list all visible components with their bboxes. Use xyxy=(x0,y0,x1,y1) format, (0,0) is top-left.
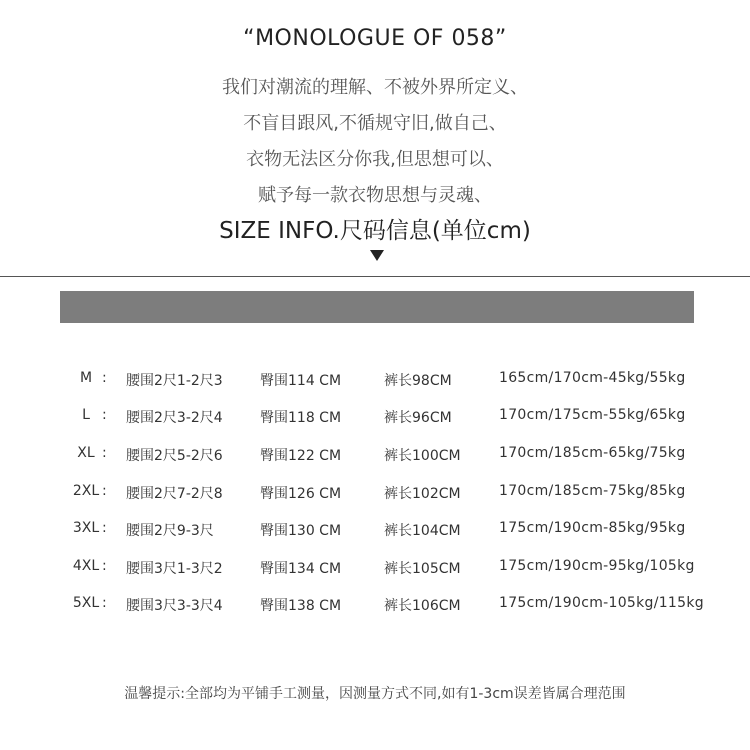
length-value: 裤长96CM xyxy=(384,410,452,426)
hip-value: 臀围134 CM xyxy=(260,561,342,577)
fit-range: 170cm/175cm-55kg/65kg xyxy=(499,407,686,423)
hip-value: 臀围114 CM xyxy=(260,373,342,389)
waist-value: 腰围2尺5-2尺6 xyxy=(126,448,223,464)
size-info-title: SIZE INFO.尺码信息(单位cm) xyxy=(219,218,531,244)
separator: : xyxy=(102,558,107,574)
waist-value: 腰围2尺3-2尺4 xyxy=(126,410,223,426)
manifesto xyxy=(0,70,750,214)
down-triangle-icon xyxy=(370,250,384,261)
separator: : xyxy=(102,595,107,611)
waist-value: 腰围3尺1-3尺2 xyxy=(126,561,223,577)
hip-value: 臀围122 CM xyxy=(260,448,342,464)
length-value: 裤长106CM xyxy=(384,598,461,614)
length-value: 裤长100CM xyxy=(384,448,461,464)
table-row xyxy=(0,399,750,435)
headline: “MONOLOGUE OF 058” xyxy=(243,26,507,51)
table-row xyxy=(0,587,750,623)
waist-value: 腰围3尺3-3尺4 xyxy=(126,598,223,614)
size-label: M xyxy=(79,370,93,386)
size-label: 4XL xyxy=(72,558,100,574)
gray-banner-bar xyxy=(60,291,694,323)
size-label: 5XL xyxy=(72,595,100,611)
divider xyxy=(0,276,750,277)
size-label: XL xyxy=(77,445,95,461)
table-row xyxy=(0,437,750,473)
length-value: 裤长98CM xyxy=(384,373,452,389)
hip-value: 臀围126 CM xyxy=(260,486,342,502)
length-value: 裤长104CM xyxy=(384,523,461,539)
fit-range: 175cm/190cm-105kg/115kg xyxy=(499,595,704,611)
size-label: 3XL xyxy=(72,520,100,536)
hip-value: 臀围118 CM xyxy=(260,410,342,426)
waist-value: 腰围2尺7-2尺8 xyxy=(126,486,223,502)
manifesto-line: 我们对潮流的理解、不被外界所定义、 xyxy=(222,77,528,98)
table-row xyxy=(0,362,750,398)
fit-range: 170cm/185cm-65kg/75kg xyxy=(499,445,686,461)
size-label: L xyxy=(82,407,90,423)
fit-range: 170cm/185cm-75kg/85kg xyxy=(499,483,686,499)
manifesto-line: 不盲目跟风,不循规守旧,做自己、 xyxy=(243,113,507,134)
fit-range: 175cm/190cm-85kg/95kg xyxy=(499,520,686,536)
waist-value: 腰围2尺9-3尺 xyxy=(126,523,214,539)
manifesto-line: 衣物无法区分你我,但思想可以、 xyxy=(246,149,504,170)
separator: : xyxy=(102,520,107,536)
length-value: 裤长102CM xyxy=(384,486,461,502)
hip-value: 臀围130 CM xyxy=(260,523,342,539)
hip-value: 臀围138 CM xyxy=(260,598,342,614)
size-label: 2XL xyxy=(72,483,100,499)
length-value: 裤长105CM xyxy=(384,561,461,577)
separator: : xyxy=(102,483,107,499)
table-row xyxy=(0,512,750,548)
table-row xyxy=(0,475,750,511)
table-row xyxy=(0,550,750,586)
fit-range: 165cm/170cm-45kg/55kg xyxy=(499,370,686,386)
manifesto-line: 赋予每一款衣物思想与灵魂、 xyxy=(258,185,492,206)
fit-range: 175cm/190cm-95kg/105kg xyxy=(499,558,695,574)
separator: : xyxy=(102,370,107,386)
separator: : xyxy=(102,445,107,461)
measurement-note: 温馨提示:全部均为平铺手工测量，因测量方式不同,如有1-3cm误差皆属合理范围 xyxy=(124,686,626,702)
separator: : xyxy=(102,407,107,423)
waist-value: 腰围2尺1-2尺3 xyxy=(126,373,223,389)
